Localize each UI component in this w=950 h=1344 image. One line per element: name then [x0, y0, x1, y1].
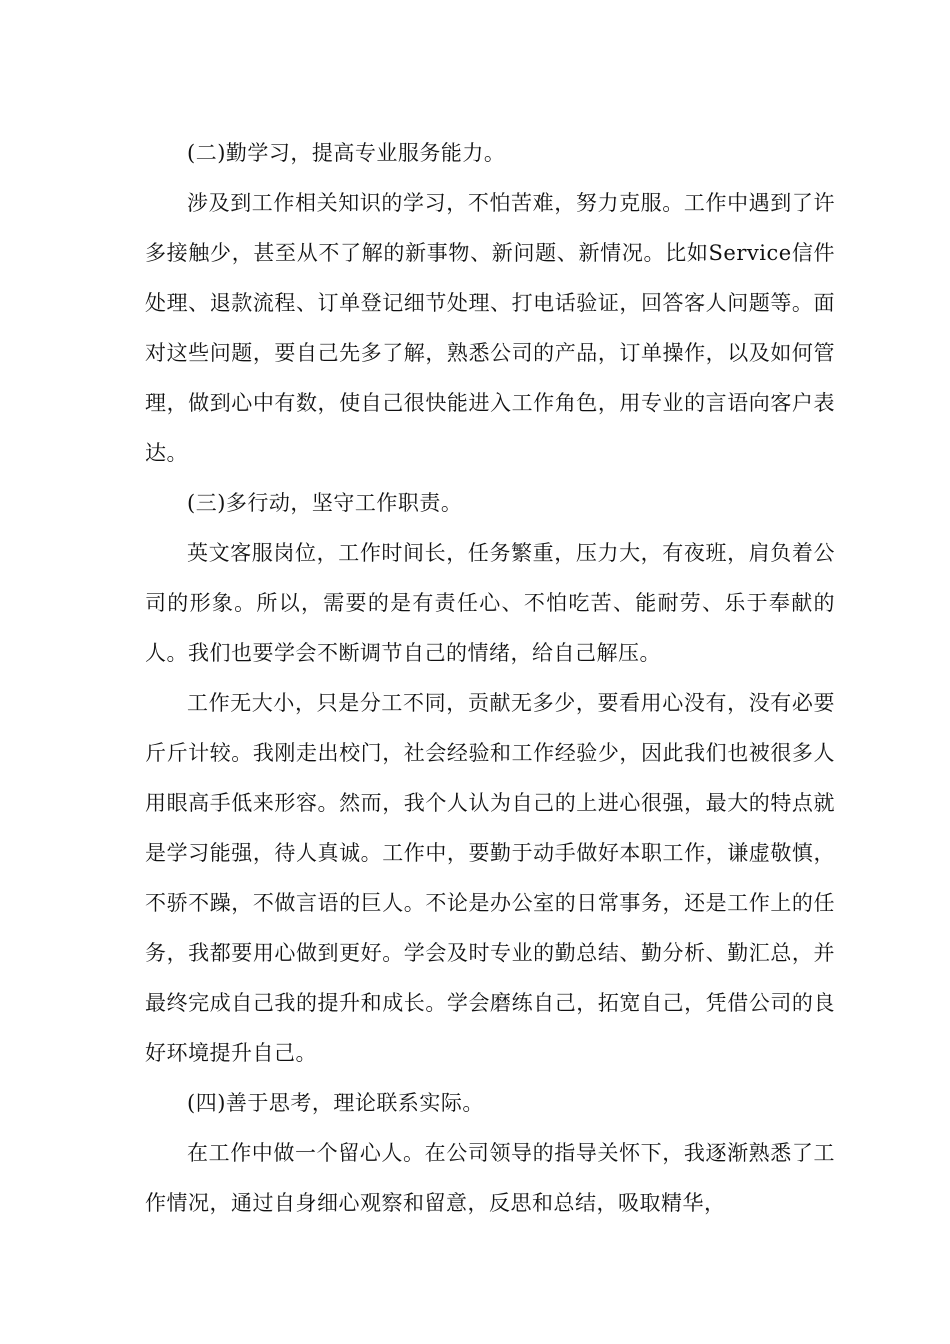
document-body: [145, 128, 835, 1228]
paragraph: 涉及到工作相关知识的学习，不怕苦难，努力克服。工作中遇到了许多接触少，甚至从不了解的新事物、新问题、新情况。比如Service信件处理、退款流程、订单登记细节处理、打电话验证，回答客人问题等。面对这些问题，要自己先多了解，熟悉公司的产品，订单操作，以及如何管理，做到心中有数，使自己很快能进入工作角色，用专业的言语向客户表达。: [145, 191, 835, 465]
paragraph: 英文客服岗位，工作时间长，任务繁重，压力大，有夜班，肩负着公司的形象。所以，需要的是有责任心、不怕吃苦、能耐劳、乐于奉献的人。我们也要学会不断调节自己的情绪，给自己解压。: [145, 541, 835, 665]
paragraph: 工作无大小，只是分工不同，贡献无多少，要看用心没有，没有必要斤斤计较。我刚走出校门，社会经验和工作经验少，因此我们也被很多人用眼高手低来形容。然而，我个人认为自己的上进心很强，最大的特点就是学习能强，待人真诚。工作中，要勤于动手做好本职工作，谦虚敬慎，不骄不躁，不做言语的巨人。不论是办公室的日常事务，还是工作上的任务，我都要用心做到更好。学会及时专业的勤总结、勤分析、勤汇总，并最终完成自己我的提升和成长。学会磨练自己，拓宽自己，凭借公司的良好环境提升自己。: [145, 691, 835, 1065]
section-heading-3: (三)多行动，坚守工作职责。: [187, 491, 463, 515]
paragraph: 在工作中做一个留心人。在公司领导的指导关怀下，我逐渐熟悉了工作情况，通过自身细心观察和留意，反思和总结，吸取精华，: [145, 1141, 835, 1215]
section-heading-4: (四)善于思考，理论联系实际。: [187, 1091, 484, 1115]
section-heading-2: (二)勤学习，提高专业服务能力。: [187, 141, 506, 165]
